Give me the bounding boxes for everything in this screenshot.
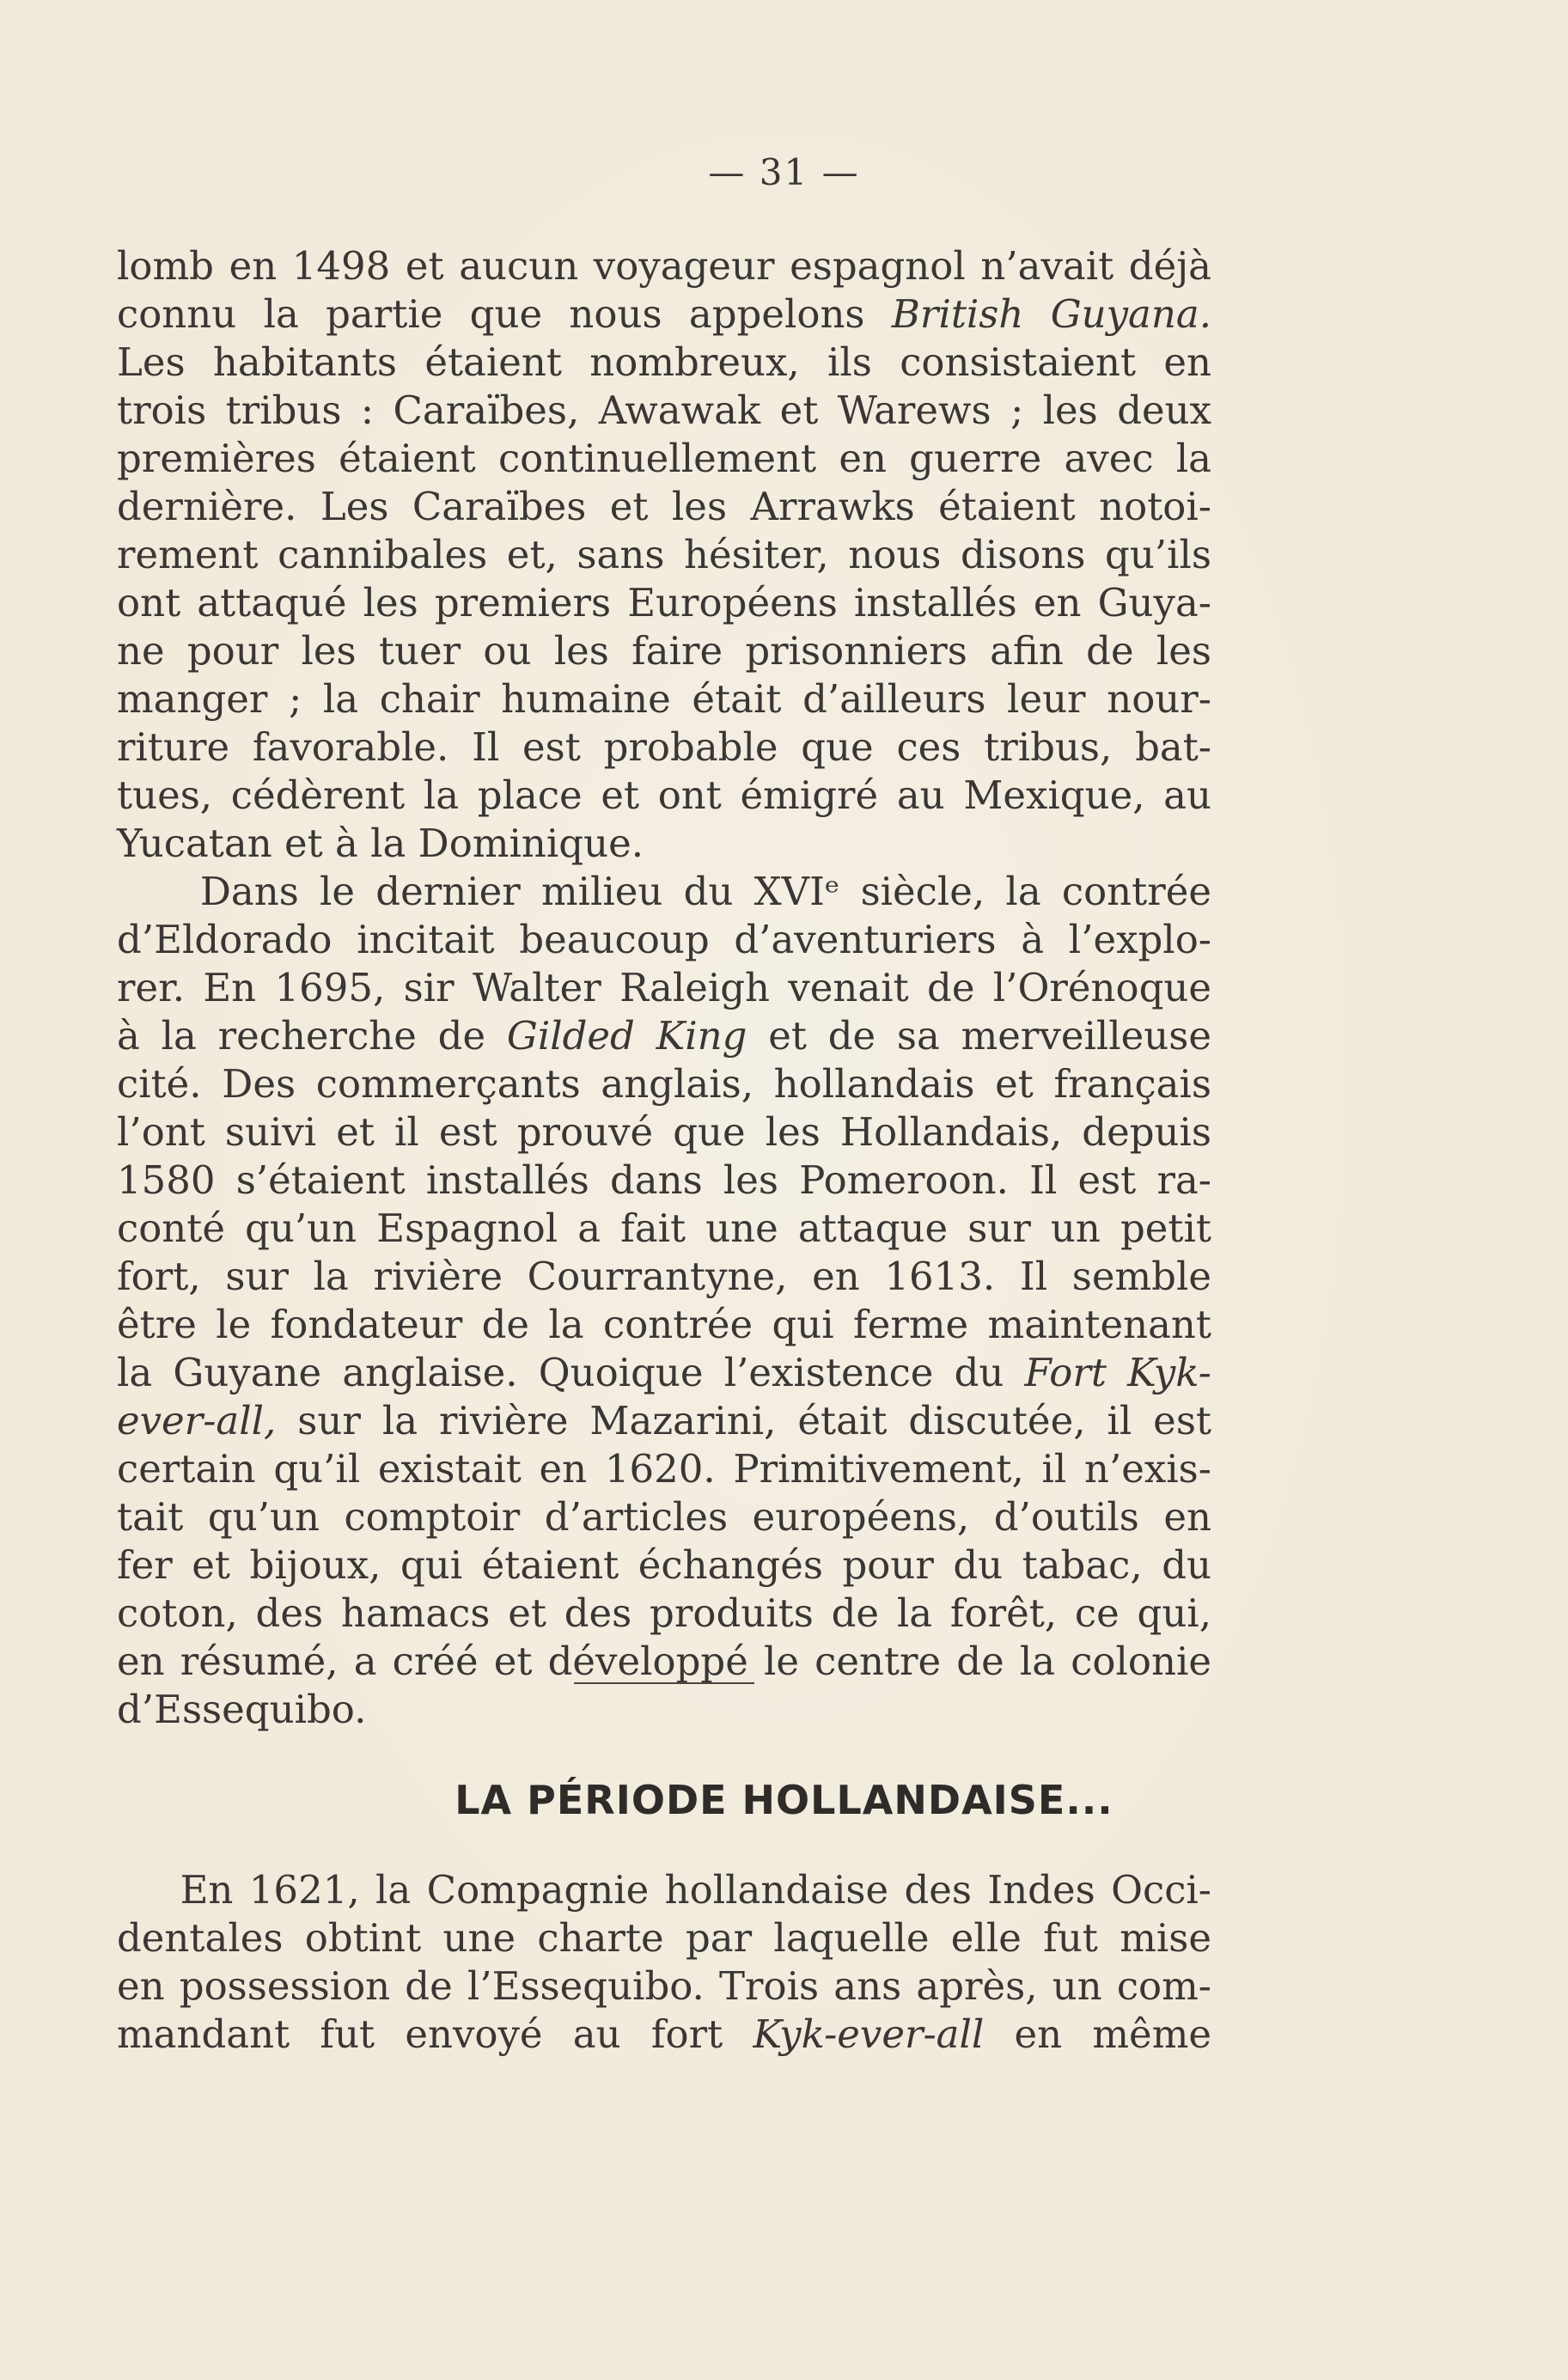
text-segment: connu la partie que nous appelons bbox=[117, 291, 892, 337]
text-segment: d’Eldorado incitait beaucoup d’aventuriers à l’explo- bbox=[117, 917, 1211, 962]
text-line bbox=[117, 916, 1211, 964]
text-line bbox=[117, 820, 1211, 868]
page-number: — 31 — bbox=[708, 151, 860, 193]
text-segment: manger ; la chair humaine était d’ailleurs leur nour- bbox=[117, 676, 1211, 722]
text-line bbox=[117, 1445, 1211, 1493]
text-line bbox=[117, 1012, 1211, 1060]
text-line bbox=[117, 1301, 1211, 1349]
text-line bbox=[117, 1493, 1211, 1541]
text-segment: dentales obtint une charte par laquelle elle fut mise bbox=[117, 1915, 1211, 1961]
text-line bbox=[117, 531, 1211, 579]
text-segment: ont attaqué les premiers Européens installés en Guya- bbox=[117, 580, 1211, 626]
text-segment: dernière. Les Caraïbes et les Arrawks étaient notoi- bbox=[117, 484, 1211, 529]
text-segment: rer. En 1695, sir Walter Raleigh venait de l’Orénoque bbox=[117, 965, 1211, 1010]
text-line bbox=[117, 627, 1211, 675]
section-divider bbox=[574, 1682, 754, 1684]
text-line bbox=[117, 435, 1211, 483]
text-line bbox=[117, 387, 1211, 435]
text-line bbox=[117, 1156, 1211, 1205]
text-segment: Kyk-ever-all bbox=[753, 2011, 985, 2057]
text-line bbox=[117, 1914, 1211, 1962]
text-line bbox=[117, 1866, 1211, 1914]
text-segment: en possession de l’Essequibo. Trois ans après, un com- bbox=[117, 1963, 1211, 2009]
text-segment: ever-all, bbox=[117, 1398, 277, 1443]
text-line bbox=[117, 675, 1211, 723]
text-segment: à la recherche de bbox=[117, 1013, 507, 1059]
text-segment: en résumé, a créé et développé le centre de la colonie bbox=[117, 1639, 1211, 1684]
text-line bbox=[117, 1686, 1211, 1734]
text-line bbox=[117, 723, 1211, 772]
paragraph-history-natives bbox=[117, 242, 1211, 1734]
text-segment: et de sa merveilleuse bbox=[747, 1013, 1212, 1059]
text-line bbox=[117, 1060, 1211, 1108]
text-segment: en même bbox=[984, 2011, 1211, 2057]
text-segment: Gilded King bbox=[506, 1013, 747, 1059]
text-segment: d’Essequibo. bbox=[117, 1687, 367, 1732]
text-segment: être le fondateur de la contrée qui ferme maintenant bbox=[117, 1302, 1211, 1347]
text-segment: Les habitants étaient nombreux, ils consistaient en bbox=[117, 339, 1211, 385]
text-segment: En 1621, la Compagnie hollandaise des Indes Occi- bbox=[117, 1867, 1211, 1913]
text-segment: rement cannibales et, sans hésiter, nous disons qu’ils bbox=[117, 532, 1211, 577]
text-segment: premières étaient continuellement en guerre avec la bbox=[117, 436, 1211, 481]
section-heading: LA PÉRIODE HOLLANDAISE... bbox=[455, 1777, 1113, 1823]
paragraph-dutch-period bbox=[117, 1866, 1211, 2059]
text-line bbox=[117, 1590, 1211, 1638]
text-segment: coton, des hamacs et des produits de la forêt, ce qui, bbox=[117, 1590, 1211, 1636]
text-line bbox=[117, 964, 1211, 1012]
text-line bbox=[117, 242, 1211, 290]
text-segment: tait qu’un comptoir d’articles européens, d’outils en bbox=[117, 1494, 1211, 1540]
text-segment: l’ont suivi et il est prouvé que les Hollandais, depuis bbox=[117, 1109, 1211, 1155]
text-segment: riture favorable. Il est probable que ces tribus, bat- bbox=[117, 724, 1211, 770]
text-segment: fer et bijoux, qui étaient échangés pour du tabac, du bbox=[117, 1542, 1211, 1588]
text-line bbox=[117, 1253, 1211, 1301]
text-line bbox=[117, 2011, 1211, 2059]
text-line bbox=[117, 772, 1211, 820]
text-line bbox=[117, 1638, 1211, 1686]
text-line bbox=[117, 868, 1211, 916]
text-segment: Fort Kyk- bbox=[1024, 1350, 1211, 1395]
text-segment: Dans le dernier milieu du XVIᵉ siècle, la contrée bbox=[117, 869, 1211, 914]
text-segment: British Guyana. bbox=[891, 291, 1211, 337]
text-line bbox=[117, 483, 1211, 531]
text-segment: Yucatan et à la Dominique. bbox=[117, 821, 644, 866]
text-segment: cité. Des commerçants anglais, hollandais et français bbox=[117, 1061, 1211, 1107]
text-line bbox=[117, 1397, 1211, 1445]
text-line bbox=[117, 1108, 1211, 1156]
text-segment: lomb en 1498 et aucun voyageur espagnol n’avait déjà bbox=[117, 243, 1211, 289]
text-line bbox=[117, 1541, 1211, 1590]
text-line bbox=[117, 1349, 1211, 1397]
text-segment: trois tribus : Caraïbes, Awawak et Warews ; les deux bbox=[117, 388, 1211, 433]
text-segment: ne pour les tuer ou les faire prisonniers afin de les bbox=[117, 628, 1211, 674]
text-segment: sur la rivière Mazarini, était discutée, il est bbox=[276, 1398, 1211, 1443]
text-segment: tues, cédèrent la place et ont émigré au Mexique, au bbox=[117, 772, 1211, 818]
text-segment: mandant fut envoyé au fort bbox=[117, 2011, 753, 2057]
text-line bbox=[117, 1205, 1211, 1253]
text-segment: conté qu’un Espagnol a fait une attaque sur un petit bbox=[117, 1205, 1211, 1251]
text-line bbox=[117, 339, 1211, 387]
text-segment: certain qu’il existait en 1620. Primitivement, il n’exis- bbox=[117, 1446, 1211, 1492]
text-segment: 1580 s’étaient installés dans les Pomeroon. Il est ra- bbox=[117, 1157, 1211, 1203]
text-line bbox=[117, 290, 1211, 339]
text-line bbox=[117, 579, 1211, 627]
text-line bbox=[117, 1962, 1211, 2011]
text-segment: la Guyane anglaise. Quoique l’existence du bbox=[117, 1350, 1025, 1395]
text-segment: fort, sur la rivière Courrantyne, en 1613. Il semble bbox=[117, 1254, 1211, 1299]
